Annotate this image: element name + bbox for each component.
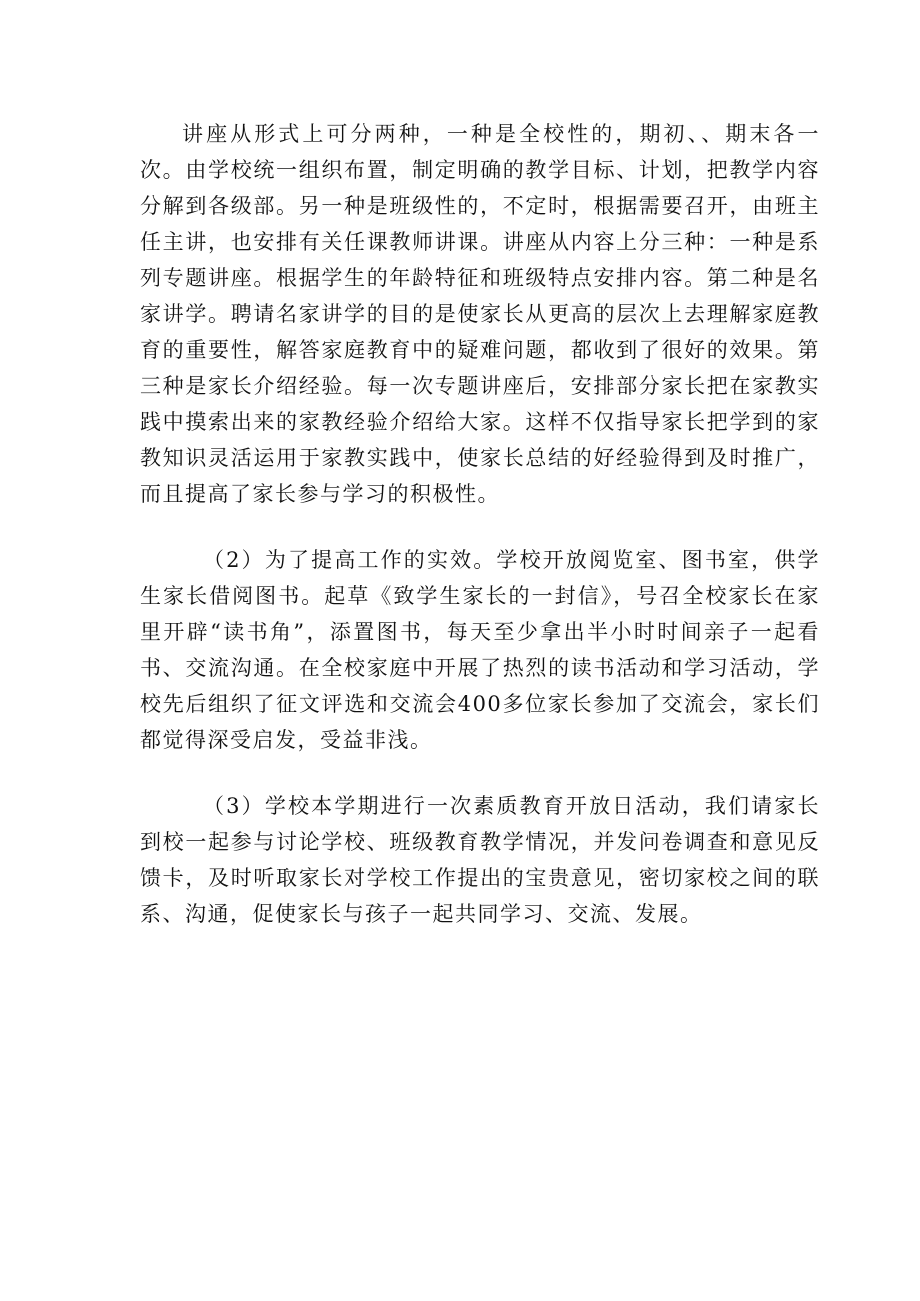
paragraph-lectures: 讲座从形式上可分两种，一种是全校性的，期初、、期末各一次。由学校统一组织布置，制定明确的教学目标、计划，把教学内容分解到各级部。另一种是班级性的，不定时，根据需要召开，由班主任主讲，也安排有关任课教师讲课。讲座从内容上分三种：一种是系列专题讲座。根据学生的年龄特征和班级特点安排内容。第二种是名家讲学。聘请名家讲学的目的是使家长从更高的层次上去理解家庭教育的重要性，解答家庭教育中的疑难问题，都收到了很好的效果。第三种是家长介绍经验。每一次专题讲座后，安排部分家长把在家教实践中摸索出来的家教经验介绍给大家。这样不仅指导家长把学到的家教知识灵活运用于家教实践中，使家长总结的好经验得到及时推广，而且提高了家长参与学习的积极性。: [140, 122, 820, 506]
paragraph-item-3: （3）学校本学期进行一次素质教育开放日活动，我们请家长到校一起参与讨论学校、班级教育教学情况，并发问卷调查和意见反馈卡，及时听取家长对学校工作提出的宝贵意见，密切家校之间的联系、沟通，促使家长与孩子一起共同学习、交流、发展。: [140, 794, 820, 926]
paragraph-item-2: （2）为了提高工作的实效。学校开放阅览室、图书室，供学生家长借阅图书。起草《致学生家长的一封信》，号召全校家长在家里开辟“读书角”，添置图书，每天至少拿出半小时时间亲子一起看书、交流沟通。在全校家庭中开展了热烈的读书活动和学习活动，学校先后组织了征文评选和交流会400多位家长参加了交流会，家长们都觉得深受启发，受益非浅。: [140, 548, 820, 752]
